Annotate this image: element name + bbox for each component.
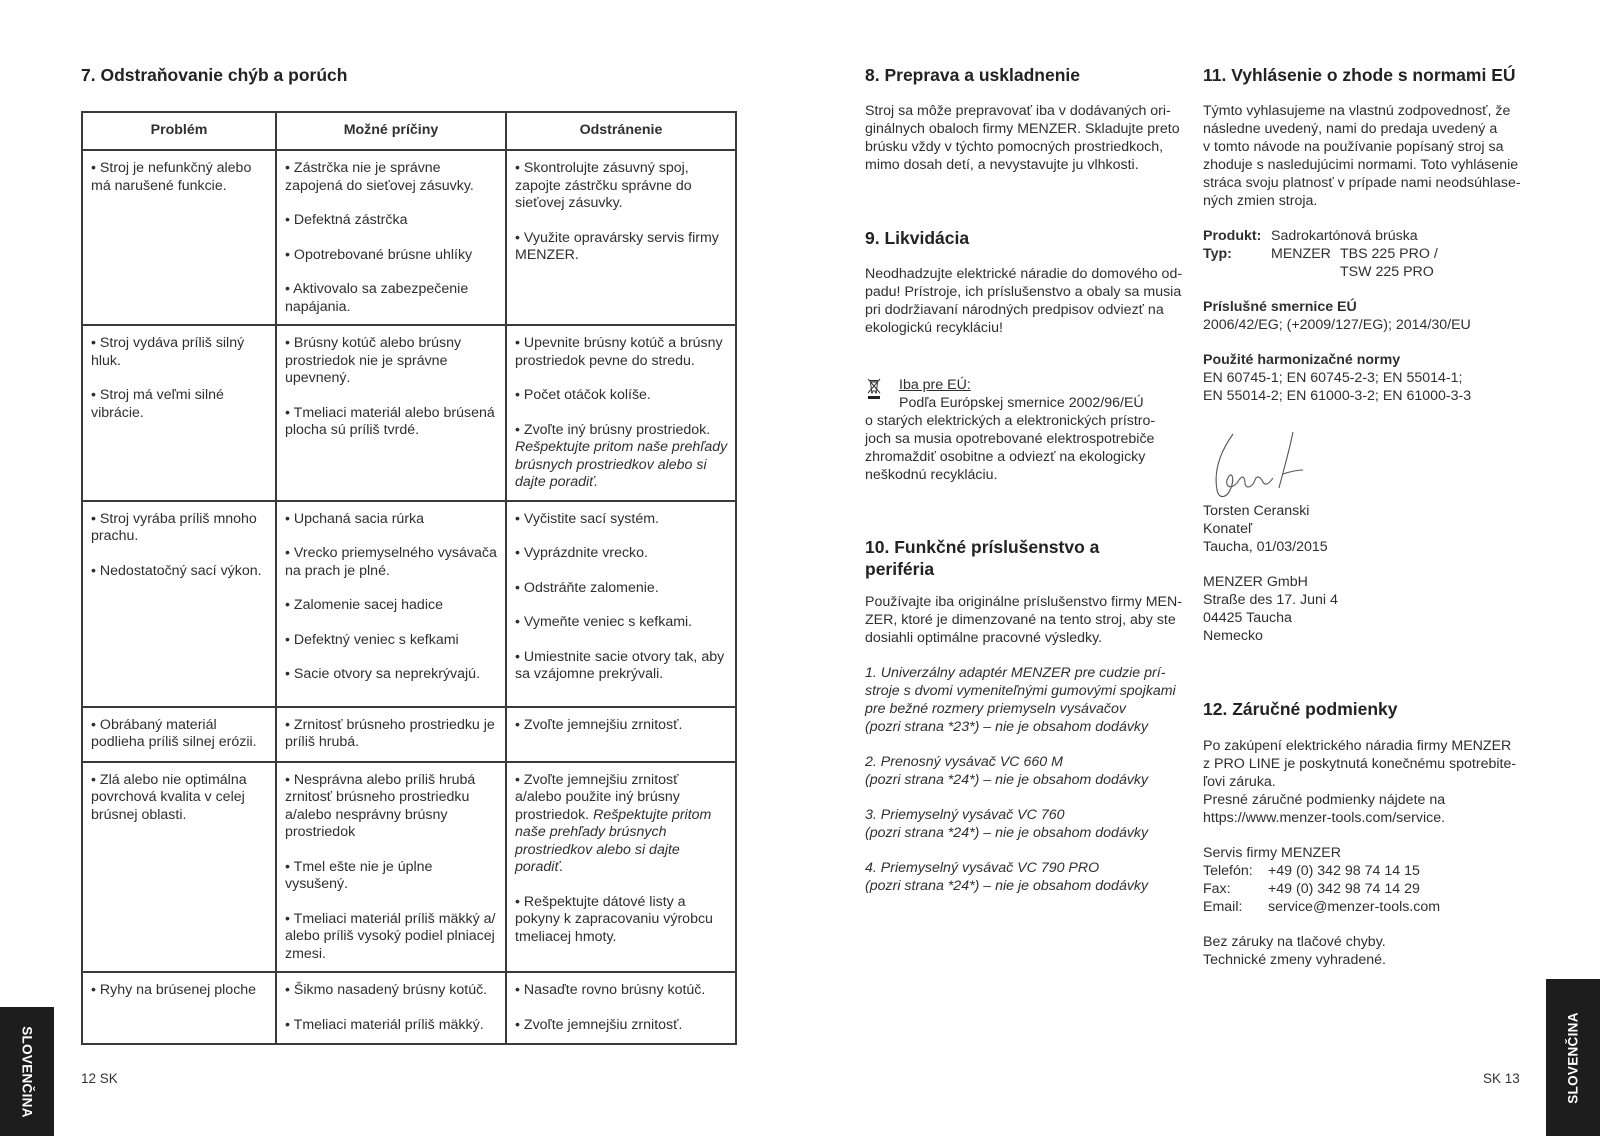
- language-tab-right: SLOVENČINA: [1546, 979, 1600, 1136]
- table-row: [82, 325, 736, 501]
- phone-line: Telefón: +49 (0) 342 98 74 14 15: [1203, 863, 1420, 879]
- problem-cell: • Stroj vydáva príliš silný hluk. • Stroj má veľmi silné vibrácie.: [82, 325, 276, 501]
- section-11-body: Týmto vyhlasujeme na vlastnú zodpovednosť, že následne uvedený, nami do predaja uvedený a v tomto návode na používanie popísaný stroj sa zhoduje s nasledujúcimi normami. Toto vyhlásenie stráca svoju platnosť v prípade nami neodsúhlase- ných zmien stroja. Produkt: Sadrokartónová brúska Typ: MENZER TBS 225 PRO / TSW 225 PRO Príslušné smernice EÚ 2006/42/EG; (+2009/127/EG); 2014/30/EU Použité harmonizačné normy EN 60745-1; EN 60745-2-3; EN 55014-1; EN 55014-2; EN 61000-3-2; EN 61000-3-3: [1203, 102, 1533, 405]
- table-header-row: [82, 112, 736, 150]
- section-8-text: Stroj sa môže prepravovať iba v dodávaných ori- ginálnych obaloch firmy MENZER. Skladujte preto brúsku vždy v týchto pomocných prostriedkoch, mimo dosah detí, a nevystavujte ju vlhkosti.: [865, 103, 1180, 173]
- email-line: Email: service@menzer-tools.com: [1203, 899, 1441, 915]
- type-line: Typ: MENZER TBS 225 PRO / TSW 225 PRO: [1203, 246, 1438, 280]
- header-problem: Problém: [82, 112, 276, 150]
- section-9-title: 9. Likvidácia: [865, 228, 970, 248]
- fixes-cell: • Zvoľte jemnejšiu zrnitosť.: [506, 707, 736, 762]
- section-7-title: 7. Odstraňovanie chýb a porúch: [81, 65, 348, 85]
- signature: [1205, 428, 1315, 506]
- accessory-item: 4. Priemyselný vysávač VC 790 PRO (pozri strana *24*) – nie je obsahom dodávky: [865, 860, 1149, 894]
- causes-cell: • Brúsny kotúč alebo brúsny prostriedok nie je správne upevnený. • Tmeliaci materiál alebo brúsená plocha sú príliš tvrdé.: [276, 325, 506, 501]
- page-number-left: 12 SK: [81, 1071, 118, 1086]
- header-causes: Možné príčiny: [276, 112, 506, 150]
- section-10-text: Používajte iba originálne príslušenstvo firmy MEN- ZER, ktoré je dimenzované na tento stroj, aby ste dosiahli optimálne pracovné výsledky. 1. Univerzálny adaptér MENZER pre cudzie prí- stroje s dvomi vymeniteľnými gumovými spojkami pre bežné rozmery priemyseln vysávačov (pozri strana *23*) – nie je obsahom dodávky 2. Prenosný vysávač VC 660 M (pozri strana *24*) – nie je obsahom dodávky 3. Priemyselný vysávač VC 760 (pozri strana *24*) – nie je obsahom dodávky 4. Priemyselný vysávač VC 790 PRO (pozri strana *24*) – nie je obsahom dodávky: [865, 593, 1195, 895]
- fixes-cell: • Vyčistite sací systém. • Vyprázdnite vrecko. • Odstráňte zalomenie. • Vymeňte veniec s kefkami. • Umiestnite sacie otvory tak, aby sa vzájomne prekrývali.: [506, 501, 736, 707]
- section-12-title: 12. Záručné podmienky: [1203, 699, 1398, 719]
- fixes-cell: • Nasaďte rovno brúsny kotúč. • Zvoľte jemnejšiu zrnitosť.: [506, 972, 736, 1044]
- section-11-title: 11. Vyhlásenie o zhode s normami EÚ: [1203, 65, 1516, 85]
- signer-block: Torsten Ceranski Konateľ Taucha, 01/03/2015 MENZER GmbH Straße des 17. Juni 4 04425 Taucha Nemecko: [1203, 503, 1338, 644]
- accessory-item: 3. Priemyselný vysávač VC 760 (pozri strana *24*) – nie je obsahom dodávky: [865, 807, 1149, 841]
- fixes-cell: • Zvoľte jemnejšiu zrnitosť a/alebo použite iný brúsny prostriedok. Rešpektujte pritom naše prehľady brúsnych prostriedkov alebo si dajte poradiť. • Rešpektujte dátové listy a pokyny k zapracovaniu výrobcu tmeliacej hmoty.: [506, 762, 736, 973]
- product-line: Produkt: Sadrokartónová brúska: [1203, 228, 1418, 244]
- section-12-body: Po zakúpení elektrického náradia firmy MENZER z PRO LINE je poskytnutá konečnému spotrebite- ľovi záruka. Presné záručné podmienky nájdete na https://www.menzer-tools.com/service. Servis firmy MENZER Telefón: +49 (0) 342 98 74 14 15 Fax: +49 (0) 342 98 74 14 29 Email: service@menzer-tools.com Bez záruky na tlačové chyby. Technické zmeny vyhradené.: [1203, 737, 1533, 969]
- fixes-cell: • Upevnite brúsny kotúč a brúsny prostriedok pevne do stredu. • Počet otáčok kolíše. • Zvoľte iný brúsny prostriedok. Rešpektujte pritom naše prehľady brúsnych prostriedkov alebo si dajte poradiť.: [506, 325, 736, 501]
- problem-cell: • Zlá alebo nie optimálna povrchová kvalita v celej brúsnej oblasti.: [82, 762, 276, 973]
- causes-cell: • Šikmo nasadený brúsny kotúč. • Tmeliaci materiál príliš mäkký.: [276, 972, 506, 1044]
- table-row: [82, 762, 736, 973]
- section-9-text: Neodhadzujte elektrické náradie do domového od- padu! Prístroje, ich príslušenstvo a obaly sa musia pri dodržiavaní národných predpisov odviezť na ekologickú recykláciu!: [865, 266, 1183, 336]
- table-row: [82, 972, 736, 1044]
- fixes-cell: • Skontrolujte zásuvný spoj, zapojte zástrčku správne do sieťovej zásuvky. • Využite opravársky servis firmy MENZER.: [506, 150, 736, 325]
- table-row: [82, 150, 736, 325]
- causes-cell: • Nesprávna alebo príliš hrubá zrnitosť brúsneho prostriedku a/alebo nesprávny brúsny prostriedok • Tmel ešte nie je úplne vysušený. • Tmeliaci materiál príliš mäkký a/ alebo príliš vysoký podiel plniacej zmesi.: [276, 762, 506, 973]
- eu-disposal-note: Iba pre EÚ: Podľa Európskej smernice 2002/96/EÚ o starých elektrických a elektronických prístro- joch sa musia opotrebované elektrospotrebiče zhromaždiť osobitne a odviezť na ekologicky neškodnú recykláciu.: [865, 377, 1156, 483]
- causes-cell: • Zástrčka nie je správne zapojená do sieťovej zásuvky. • Defektná zástrčka • Opotrebované brúsne uhlíky • Aktivovalo sa zabezpečenie napájania.: [276, 150, 506, 325]
- problem-cell: • Ryhy na brúsenej ploche: [82, 972, 276, 1044]
- problem-cell: • Stroj vyrába príliš mnoho prachu. • Nedostatočný sací výkon.: [82, 501, 276, 707]
- accessory-item: 2. Prenosný vysávač VC 660 M (pozri strana *24*) – nie je obsahom dodávky: [865, 754, 1149, 788]
- section-10-title: 10. Funkčné príslušenstvo a periféria: [865, 537, 1100, 579]
- table-row: [82, 707, 736, 762]
- troubleshooting-table: [81, 111, 737, 1045]
- fax-line: Fax: +49 (0) 342 98 74 14 29: [1203, 881, 1420, 897]
- causes-cell: • Zrnitosť brúsneho prostriedku je príliš hrubá.: [276, 707, 506, 762]
- problem-cell: • Obrábaný materiál podlieha príliš silnej erózii.: [82, 707, 276, 762]
- causes-cell: • Upchaná sacia rúrka • Vrecko priemyselného vysávača na prach je plné. • Zalomenie sacej hadice • Defektný veniec s kefkami • Sacie otvory sa neprekrývajú.: [276, 501, 506, 707]
- section-8-title: 8. Preprava a uskladnenie: [865, 65, 1080, 85]
- language-tab-left: SLOVENČINA: [0, 1007, 54, 1136]
- page-number-right: SK 13: [1483, 1071, 1520, 1086]
- table-row: [82, 501, 736, 707]
- problem-cell: • Stroj je nefunkčný alebo má narušené funkcie.: [82, 150, 276, 325]
- header-fixes: Odstránenie: [506, 112, 736, 150]
- accessory-item: 1. Univerzálny adaptér MENZER pre cudzie prí- stroje s dvomi vymeniteľnými gumovými spojkami pre bežné rozmery priemyseln vysávačov (pozri strana *23*) – nie je obsahom dodávky: [865, 665, 1176, 735]
